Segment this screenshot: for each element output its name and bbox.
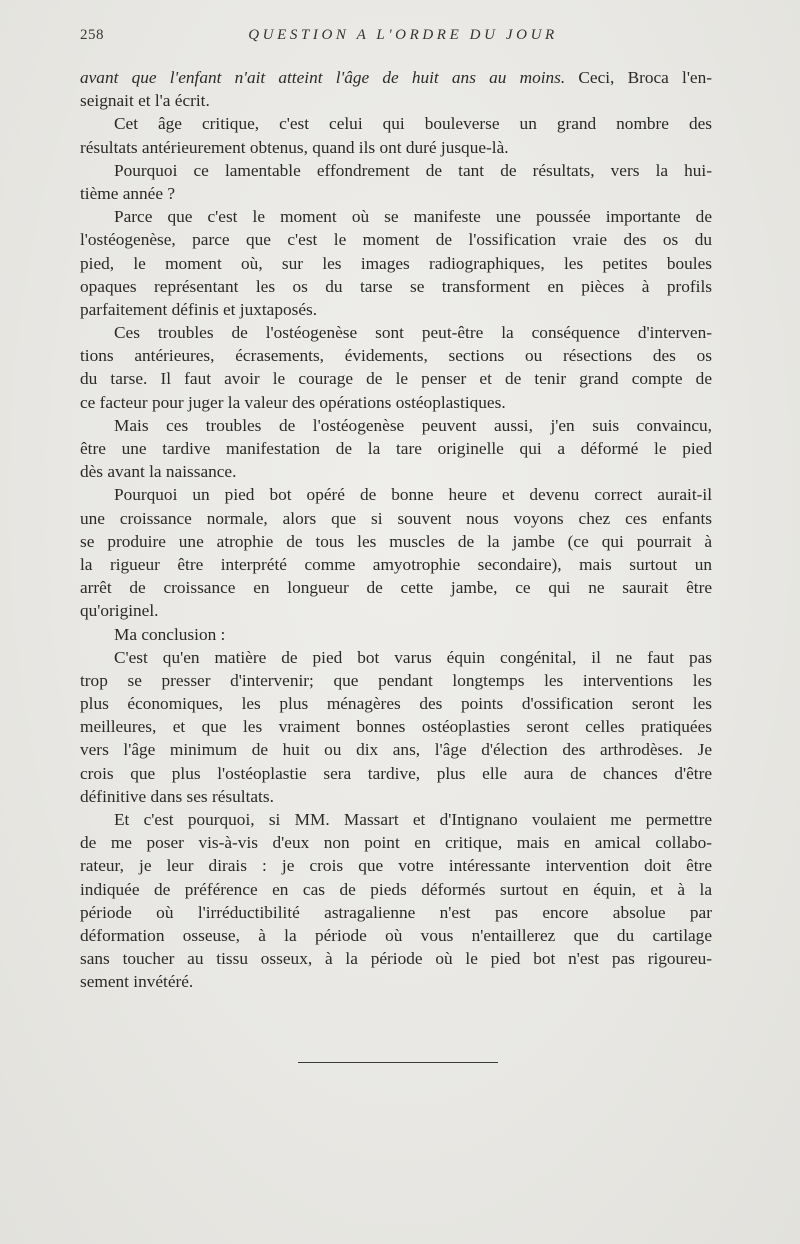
- text-line: période où l'irréductibilité astragalienne n'est pas encore absolue par: [80, 902, 712, 922]
- page-number: 258: [80, 27, 104, 43]
- text-line: définitive dans ses résultats.: [80, 786, 274, 806]
- running-title: QUESTION A L'ORDRE DU JOUR: [248, 27, 558, 43]
- text-line: Ma conclusion :: [114, 624, 226, 644]
- text-line: opaques représentant les os du tarse se transforment en pièces à profils: [80, 276, 712, 296]
- text-line: être une tardive manifestation de la tare originelle qui a déformé le pied: [80, 439, 712, 458]
- text-line: tième année ?: [80, 183, 175, 203]
- text-line: une croissance normale, alors que si souvent nous voyons chez ces enfants: [80, 508, 712, 528]
- line-continuation: Ceci, Broca l'en-: [565, 68, 712, 87]
- text-line: la rigueur être interprété comme amyotrophie secondaire), mais surtout un: [80, 554, 712, 574]
- text-line: se produire une atrophie de tous les muscles de la jambe (ce qui pourrait à: [80, 531, 712, 551]
- text-line: C'est qu'en matière de pied bot varus équin congénital, il ne faut pas: [114, 647, 712, 667]
- text-line: seignait et l'a écrit.: [80, 91, 210, 111]
- text-line: arrêt de croissance en longueur de cette jambe, ce qui ne saurait être: [80, 578, 712, 598]
- text-line: dès avant la naissance.: [80, 462, 237, 482]
- text-line: tions antérieures, écrasements, évidements, sections ou résections des os: [80, 346, 712, 366]
- text-line: sement invétéré.: [80, 972, 194, 992]
- text-line: Parce que c'est le moment où se manifeste une poussée importante de: [114, 207, 712, 227]
- text-line: pied, le moment où, sur les images radiographiques, les petites boules: [80, 253, 712, 273]
- text-line: du tarse. Il faut avoir le courage de le penser et de tenir grand compte de: [80, 369, 712, 389]
- text-line: parfaitement définis et juxtaposés.: [80, 299, 318, 319]
- text-line: qu'originel.: [80, 601, 159, 621]
- text-line: plus économiques, les plus ménagères des points d'ossification seront les: [80, 694, 712, 714]
- text-line: crois que plus l'ostéoplastie sera tardive, plus elle aura de chances d'être: [80, 763, 712, 783]
- text-line: ce facteur pour juger la valeur des opérations ostéoplastiques.: [80, 392, 506, 412]
- text-line: résultats antérieurement obtenus, quand ils ont duré jusque-là.: [80, 137, 509, 157]
- text-line: Pourquoi ce lamentable effondrement de tant de résultats, vers la hui-: [114, 160, 712, 180]
- body-text: [80, 66, 712, 994]
- text-line: vers l'âge minimum de huit ou dix ans, l'âge d'élection des arthrodèses. Je: [80, 740, 712, 760]
- italic-phrase: avant que l'enfant n'ait atteint l'âge de huit ans au moins.: [80, 68, 566, 87]
- text-line: sans toucher au tissu osseux, à la période où le pied bot n'est pas rigoureu-: [80, 949, 712, 969]
- closing-rule: [298, 1062, 498, 1063]
- text-line: [80, 66, 712, 89]
- text-line: de me poser vis-à-vis d'eux non point en critique, mais en amical collabo-: [80, 833, 712, 853]
- text-line: Pourquoi un pied bot opéré de bonne heure et devenu correct aurait-il: [114, 485, 712, 505]
- text-line: déformation osseuse, à la période où vous n'entaillerez que du cartilage: [80, 925, 712, 945]
- text-line: trop se presser d'intervenir; que pendant longtemps les interventions les: [80, 670, 712, 690]
- text-line: Mais ces troubles de l'ostéogenèse peuvent aussi, j'en suis convaincu,: [114, 415, 712, 435]
- text-line: indiquée de préférence en cas de pieds déformés surtout en équin, et à la: [80, 879, 712, 899]
- text-line: Cet âge critique, c'est celui qui bouleverse un grand nombre des: [114, 114, 712, 134]
- text-line: Ces troubles de l'ostéogenèse sont peut-être la conséquence d'interven-: [114, 323, 712, 343]
- text-line: l'ostéogenèse, parce que c'est le moment de l'ossification vraie des os du: [80, 230, 712, 250]
- page-header: [80, 27, 712, 51]
- text-line: meilleures, et que les vraiment bonnes ostéoplasties seront celles pratiquées: [80, 717, 712, 737]
- text-line: rateur, je leur dirais : je crois que votre intéressante intervention doit être: [80, 856, 712, 876]
- text-line: Et c'est pourquoi, si MM. Massart et d'Intignano voulaient me permettre: [114, 810, 712, 829]
